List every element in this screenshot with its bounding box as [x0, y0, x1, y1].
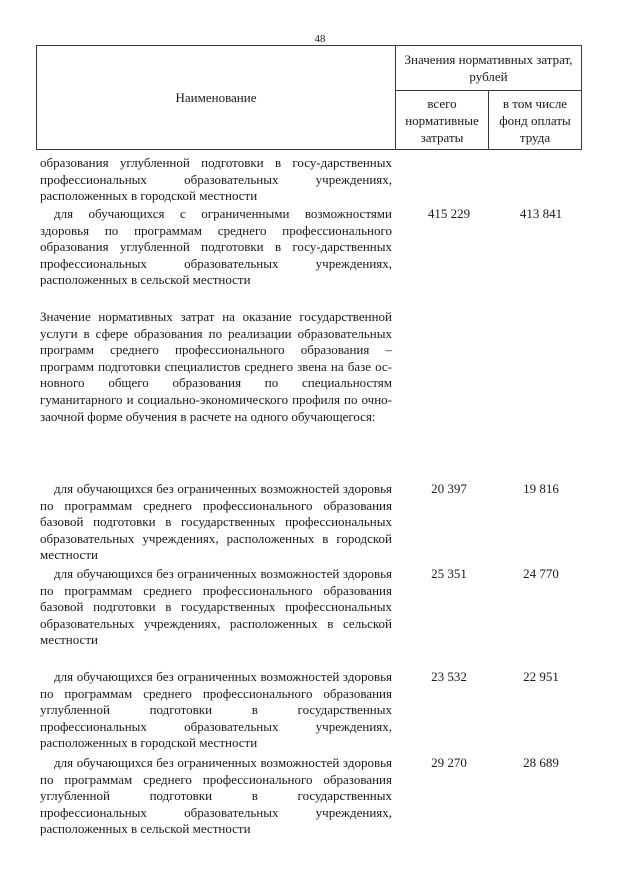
page-number: 48 — [314, 33, 326, 45]
row-total-value: 29 270 — [431, 755, 467, 770]
row-wage-value: 413 841 — [519, 206, 563, 221]
row-text: для обучающихся без ограниченных возможностей здоровья по программам среднего профессионального образования углубленной подготовки в государственных профессиональных образовательных учреждениях, расположенных в городской местности — [40, 669, 392, 751]
header-wage-fund: в том числе фонд оплаты труда — [489, 91, 582, 150]
row-text: для обучающихся без ограниченных возможностей здоровья по программам среднего профессионального образования углубленной подготовки в государственных профессиональных образовательных учреждениях, расположенных в сельской местности — [40, 755, 392, 837]
header-total-costs: всего нормативные затраты — [396, 91, 489, 150]
row-wage-value: 22 951 — [523, 669, 559, 684]
row-total-value: 20 397 — [431, 481, 467, 496]
table-header — [36, 45, 582, 150]
row-total-value: 25 351 — [431, 566, 467, 581]
row-wage-value: 24 770 — [523, 566, 559, 581]
row-text: для обучающихся без ограниченных возможностей здоровья по программам среднего профессионального образования базовой подготовки в государственных профессиональных образовательных учреждениях, расположенных в городской местности — [40, 481, 392, 563]
row-text: для обучающихся без ограниченных возможностей здоровья по программам среднего профессионального образования базовой подготовки в государственных профессиональных образовательных учреждениях, расположенных в сельской местности — [40, 566, 392, 648]
row-wage-value: 19 816 — [523, 481, 559, 496]
row-wage-value: 28 689 — [523, 755, 559, 770]
row-text: для обучающихся с ограниченными возможностями здоровья по программам среднего профессионального образования углубленной подготовки в госу-дарственных профессиональных образовательных учреждениях, расположенных в сельской местности — [40, 206, 392, 288]
row-total-value: 415 229 — [427, 206, 471, 221]
row-text: образования углубленной подготовки в госу-дарственных профессиональных образовательных учреждениях, расположенных в городской местности — [40, 155, 392, 204]
header-values-column: Значения нормативных затрат, рублей — [396, 46, 582, 91]
row-total-value: 23 532 — [431, 669, 467, 684]
row-text: Значение нормативных затрат на оказание государственной услуги в сфере образования по реализации образовательных программ среднего профессионального образования – программ подготовки специалистов среднего звена на базе ос-новного общего образования по специальностям гуманитарного и социально-экономического профиля по очно-заочной форме обучения в расчете на одного обучающегося: — [40, 309, 392, 424]
header-name-column: Наименование — [37, 46, 396, 150]
